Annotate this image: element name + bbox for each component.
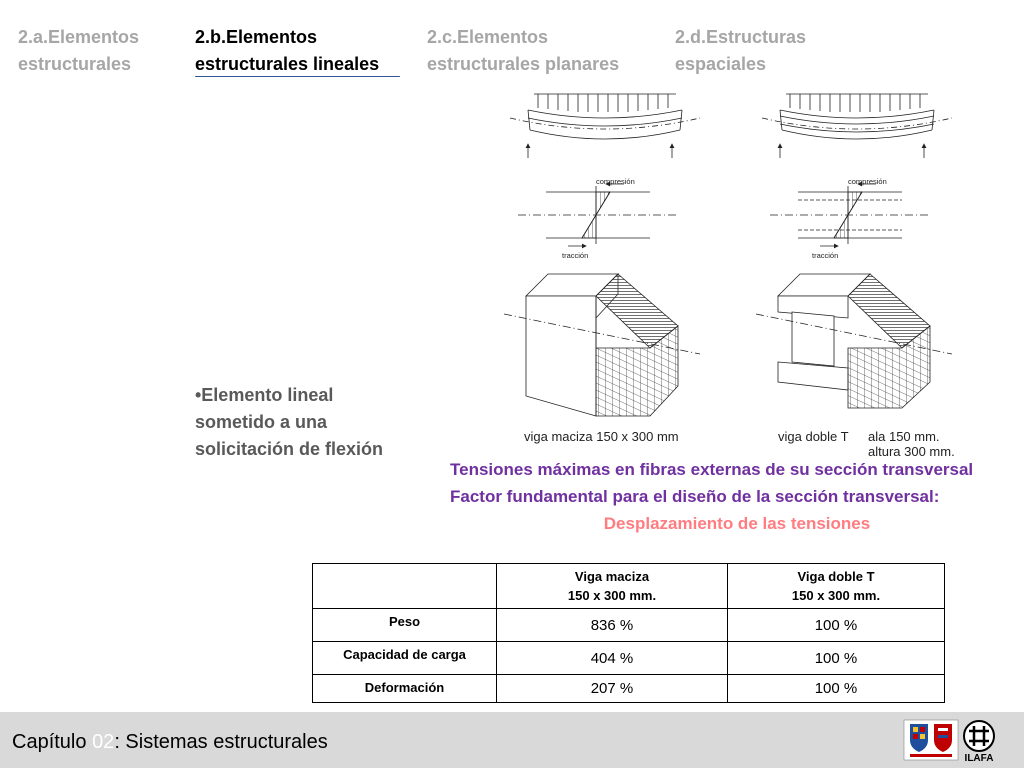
ilafa-logo-text: ILAFA (964, 753, 994, 764)
table-cell: 100 % (728, 675, 945, 703)
dimension-flange: ala 150 mm. (868, 429, 940, 444)
chapter-prefix: Capítulo (12, 731, 93, 753)
notes-block (450, 456, 1024, 537)
tab-elementos-estructurales[interactable]: 2.a.Elementos estructurales (18, 27, 140, 74)
beam-figure (500, 86, 990, 462)
tab-estructuras-espaciales[interactable]: 2.d.Estructuras espaciales (675, 27, 807, 74)
table-header-row (313, 564, 945, 609)
i-beam-stress-diagram (770, 177, 930, 260)
table-header-cell (728, 564, 945, 609)
active-tab-underline (195, 76, 400, 77)
university-crest-icon (904, 720, 958, 760)
table-cell: 404 % (497, 642, 728, 675)
i-beam-load-diagram (762, 94, 952, 158)
table-row (313, 675, 945, 703)
header-line: 150 x 300 mm. (567, 588, 657, 603)
dimension-height: altura 300 mm. (868, 444, 955, 459)
note-design-factor: Factor fundamental para el diseño de la sección transversal: (450, 487, 940, 506)
ilafa-logo-icon (964, 721, 994, 764)
solid-beam-load-diagram (510, 94, 700, 158)
table-cell: 100 % (728, 609, 945, 642)
compression-label-left: compresión (596, 177, 635, 186)
solid-beam-stress-diagram (518, 177, 676, 260)
bullet-text: •Elemento lineal sometido a una solicitación de flexión (195, 385, 384, 459)
i-beam-3d (756, 274, 952, 408)
table-row (313, 642, 945, 675)
traction-label-right: tracción (812, 251, 839, 260)
comparison-table (312, 563, 945, 703)
chapter-name: : Sistemas estructurales (114, 731, 328, 753)
chapter-title (12, 731, 328, 754)
table-cell: 836 % (497, 609, 728, 642)
note-max-stress: Tensiones máximas en fibras externas de su sección transversal (450, 460, 974, 479)
header-line: Viga maciza (574, 569, 650, 584)
table-header-cell (313, 564, 497, 609)
row-label: Peso (313, 609, 497, 642)
solid-beam-3d (504, 274, 700, 416)
tab-elementos-planares[interactable]: 2.c.Elementos estructurales planares (427, 27, 620, 74)
logos (902, 718, 998, 764)
compression-label-right: compresión (848, 177, 887, 186)
note-stress-displacement: Desplazamiento de las tensiones (603, 514, 871, 533)
table-header-cell (497, 564, 728, 609)
row-label: Capacidad de carga (313, 642, 497, 675)
footer-bar (0, 712, 1024, 768)
caption-solid-beam: viga maciza 150 x 300 mm (524, 429, 679, 444)
caption-i-beam: viga doble T (778, 429, 849, 444)
table-cell: 100 % (728, 642, 945, 675)
header-line: 150 x 300 mm. (791, 588, 881, 603)
traction-label-left: tracción (562, 251, 589, 260)
row-label: Deformación (313, 675, 497, 703)
table-row (313, 609, 945, 642)
header-line: Viga doble T (797, 569, 875, 584)
tab-elementos-lineales[interactable]: 2.b.Elementos estructurales lineales (195, 27, 380, 74)
chapter-number: 02 (92, 731, 115, 753)
table-cell: 207 % (497, 675, 728, 703)
